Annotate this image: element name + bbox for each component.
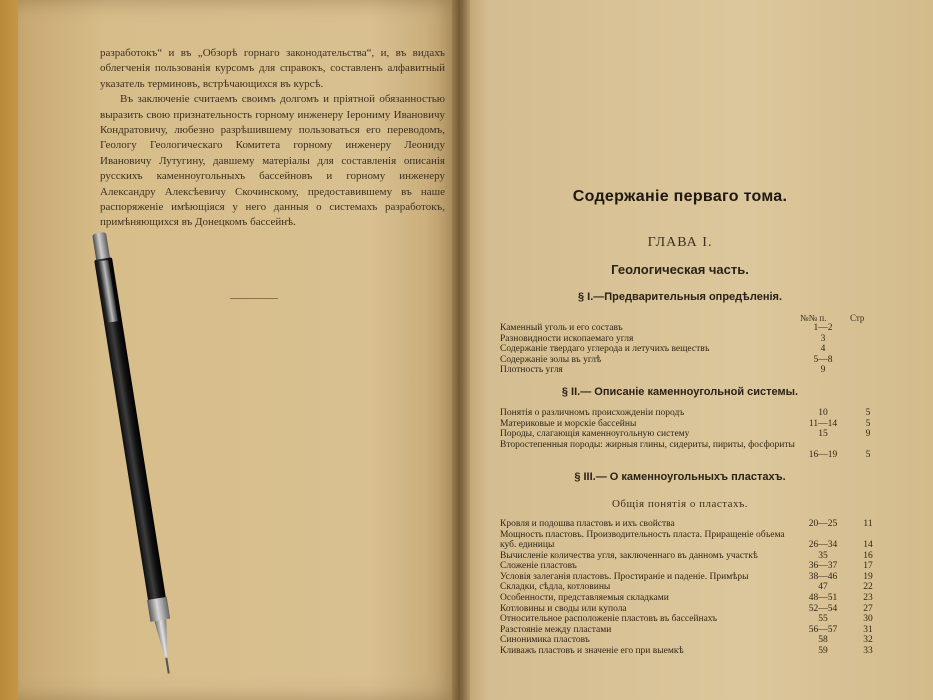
toc-entry-number: 48—51 bbox=[808, 592, 838, 603]
toc-entry-title: Условія залеганія пластовъ. Простираніе и паденіе. Примѣры bbox=[500, 571, 749, 582]
toc-entry-number: 59 bbox=[818, 645, 828, 656]
toc-entry-page: 5 bbox=[865, 418, 871, 429]
toc-entry-number: 3 bbox=[820, 333, 826, 344]
chapter-heading: ГЛАВА I. bbox=[647, 235, 713, 250]
toc-entry-page: 30 bbox=[863, 614, 873, 625]
toc-entry-number: 1—2 bbox=[813, 323, 833, 333]
contents-title: Содержаніе перваго тома. bbox=[572, 188, 788, 205]
toc-entry-number: 56—57 bbox=[808, 624, 838, 635]
toc-entry bbox=[500, 323, 885, 334]
pencil-grip bbox=[147, 597, 170, 622]
toc-entry-number: 4 bbox=[820, 344, 826, 355]
toc-entry-page: 19 bbox=[863, 571, 873, 582]
toc-entry-title: Вычисленіе количества угля, заключеннаго въ данномъ участкѣ bbox=[500, 550, 758, 561]
toc-entry bbox=[500, 646, 885, 657]
toc-entry-title: Содержаніе твердаго углерода и летучихъ веществъ bbox=[500, 344, 710, 355]
toc-entry-title: Понятія о различномъ происхожденіи породъ bbox=[500, 408, 685, 418]
toc-entry-number: 52—54 bbox=[808, 603, 838, 614]
toc-section-1 bbox=[500, 323, 885, 376]
toc-entry bbox=[500, 625, 885, 636]
toc-entry-title: Особенности, представляемыя складками bbox=[500, 592, 669, 603]
toc-entry bbox=[500, 440, 885, 461]
section-heading-2: § II.— Описаніе каменноугольной системы. bbox=[561, 386, 799, 398]
column-header-number: №№ п. bbox=[800, 313, 827, 323]
toc-entry-number: 47 bbox=[818, 582, 828, 593]
part-heading: Геологическая часть. bbox=[611, 262, 749, 277]
toc-entry bbox=[500, 572, 885, 583]
toc-entry-page: 22 bbox=[863, 582, 873, 593]
toc-entry-page: 9 bbox=[865, 429, 871, 440]
toc-entry-number: 16—19 bbox=[808, 450, 838, 461]
toc-entry-title: Разстояніе между пластами bbox=[500, 624, 612, 635]
toc-entry-number: 5—8 bbox=[813, 354, 833, 365]
toc-entry-page: 32 bbox=[863, 635, 873, 646]
toc-entry-number: 10 bbox=[818, 408, 828, 418]
toc-entry-title: Содержаніе золы въ углѣ bbox=[500, 354, 602, 365]
toc-entry bbox=[500, 582, 885, 593]
toc-entry bbox=[500, 635, 885, 646]
toc-entry-page: 5 bbox=[865, 408, 871, 418]
toc-entry-number: 55 bbox=[818, 614, 828, 625]
section-heading-3: § III.— О каменноугольныхъ пластахъ. bbox=[574, 471, 786, 483]
section-subheading-3: Общія понятія о пластахъ. bbox=[611, 498, 749, 510]
toc-entry-number: 26—34 bbox=[808, 540, 838, 551]
toc-entry-number: 11—14 bbox=[808, 418, 838, 429]
toc-section-2 bbox=[500, 408, 885, 461]
section-divider-rule bbox=[230, 298, 278, 299]
toc-entry-number: 58 bbox=[818, 635, 828, 646]
toc-entry-title: Кровля и подошва пластовъ и ихъ свойства bbox=[500, 519, 675, 529]
toc-entry-title: Каменный уголь и его составъ bbox=[500, 323, 623, 333]
toc-section-3 bbox=[500, 519, 885, 657]
toc-entry-page: 17 bbox=[863, 561, 873, 572]
toc-entry-number: 36—37 bbox=[808, 561, 838, 572]
column-header-page: Стр bbox=[850, 313, 865, 323]
toc-entry-number: 35 bbox=[818, 550, 828, 561]
toc-entry-title: Синонимика пластовъ bbox=[500, 635, 590, 646]
toc-entry-page: 16 bbox=[863, 550, 873, 561]
toc-entry-page: 33 bbox=[863, 645, 873, 656]
toc-entry bbox=[500, 604, 885, 615]
toc-entry-title: Кливажъ пластовъ и значеніе его при выемкѣ bbox=[500, 645, 684, 656]
toc-entry bbox=[500, 614, 885, 625]
toc-entry bbox=[500, 519, 885, 530]
toc-entry-page: 23 bbox=[863, 592, 873, 603]
toc-entry-title: Складки, сѣдла, котловины bbox=[500, 582, 611, 593]
toc-entry-number: 15 bbox=[818, 429, 828, 440]
toc-entry-title: Материковые и морскіе бассейны bbox=[500, 418, 637, 429]
toc-entry-title: Сложеніе пластовъ bbox=[500, 561, 577, 572]
toc-entry-page: 11 bbox=[863, 519, 873, 529]
toc-entry bbox=[500, 419, 885, 430]
left-page-text bbox=[100, 46, 445, 231]
left-paragraph-2: Въ заключеніе считаемъ своимъ долгомъ и пріятной обязанностью выразить свою признательность горному инженеру Іерониму Ивановичу Кондратовичу, любезно разрѣшившему пользоваться его переводомъ, Геологу Геологическаго Комитета горному инженеру Леониду Ивановичу Лутугину, давшему матеріалы для составленія описанія русскихъ каменноугольныхъ бассейновъ и горному инженеру Александру Алексѣевичу Скочинскому, предоставившему въ наше распоряженіе имѣющіяся у него данныя о системахъ разработокъ, примѣняющихся въ Донецкомъ бассейнѣ. bbox=[100, 93, 445, 229]
toc-entry bbox=[500, 561, 885, 572]
toc-entry bbox=[500, 551, 885, 562]
toc-entry bbox=[500, 334, 885, 345]
toc-entry-page: 14 bbox=[863, 540, 873, 551]
toc-entry-title: Плотность угля bbox=[500, 365, 563, 376]
toc-entry bbox=[500, 593, 885, 604]
left-paragraph-1: разработокъ“ и въ „Обзорѣ горнаго законодательства“, и, въ видахъ облегченія пользованія курсомъ для справокъ, составленъ алфавитный указатель терминовъ, встрѣчающихся въ курсѣ. bbox=[100, 47, 445, 90]
toc-entry-title: Второстепенныя породы: жирныя глины, сидериты, пириты, фосфориты bbox=[500, 439, 795, 450]
toc-entry bbox=[500, 408, 885, 419]
pencil-lead bbox=[165, 658, 169, 674]
toc-entry-number: 9 bbox=[820, 365, 826, 376]
toc-entry bbox=[500, 429, 885, 440]
toc-entry-page: 5 bbox=[865, 450, 871, 461]
toc-entry bbox=[500, 365, 885, 376]
toc-entry-number: 38—46 bbox=[808, 571, 838, 582]
toc-entry-number: 20—25 bbox=[808, 519, 838, 529]
toc-entry-title: Котловины и своды или купола bbox=[500, 603, 627, 614]
toc-entry-title: Мощность пластовъ. Производительность пласта. Приращеніе объема куб. единицы bbox=[500, 529, 785, 551]
toc-entry-page: 27 bbox=[863, 603, 873, 614]
section-heading-1: § I.—Предварительныя опредѣленія. bbox=[577, 291, 783, 303]
toc-entry-title: Относительное расположеніе пластовъ въ бассейнахъ bbox=[500, 614, 718, 625]
toc-entry-title: Разновидности ископаемаго угля bbox=[500, 333, 634, 344]
pencil-tip bbox=[154, 619, 172, 660]
toc-entry-page: 31 bbox=[863, 624, 873, 635]
toc-entry bbox=[500, 355, 885, 366]
toc-entry-title: Породы, слагающія каменноугольную систему bbox=[500, 429, 690, 440]
toc-entry bbox=[500, 530, 885, 551]
toc-entry bbox=[500, 344, 885, 355]
book-gutter bbox=[452, 0, 470, 700]
